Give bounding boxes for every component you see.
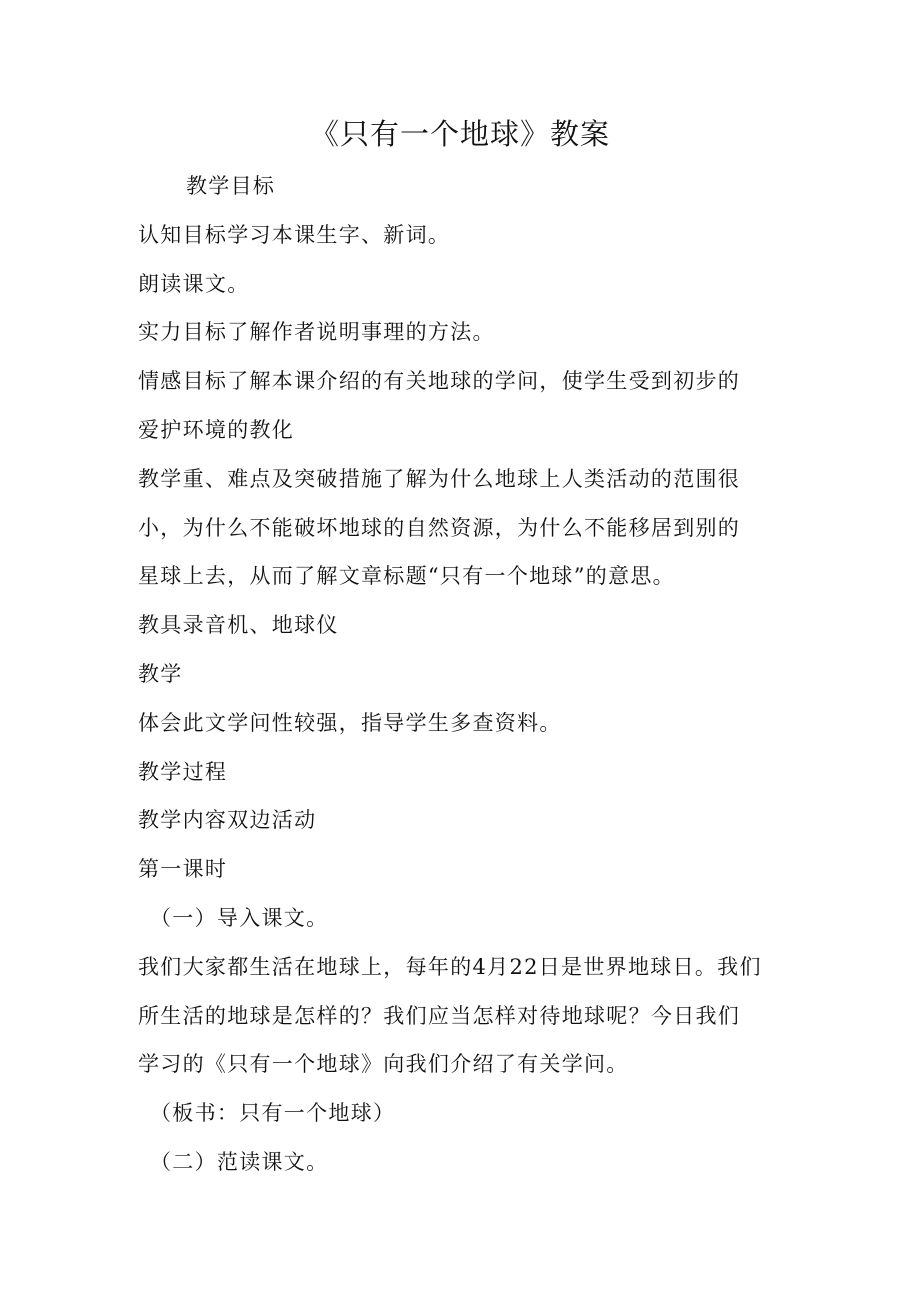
paragraph-line: 所生活的地球是怎样的？我们应当怎样对待地球呢？今日我们 (138, 1003, 741, 1028)
document-body (138, 162, 798, 1187)
section-heading-first-lesson: 第一课时 (138, 857, 228, 882)
paragraph-line: 教学内容双边活动 (138, 808, 317, 833)
paragraph-line: 认知目标学习本课生字、新词。 (138, 222, 451, 247)
paragraph-line: 学习的《只有一个地球》向我们介绍了有关学问。 (138, 1052, 629, 1077)
paragraph-line: 朗读课文。 (138, 271, 250, 296)
paragraph-line: 教具录音机、地球仪 (138, 613, 339, 638)
document-title: 《只有一个地球》教案 (309, 117, 610, 151)
paragraph-line: 小，为什么不能破坏地球的自然资源，为什么不能移居到别的 (138, 515, 741, 540)
subsection-heading: （二）范读课文。 (150, 1149, 329, 1174)
paragraph-line: 教学重、难点及突破措施了解为什么地球上人类活动的范围很 (138, 466, 741, 491)
section-heading-teaching-process: 教学过程 (138, 759, 228, 784)
paragraph-line: 情感目标了解本课介绍的有关地球的学问，使学生受到初步的 (138, 369, 741, 394)
paragraph-line: 教学 (138, 661, 183, 686)
paragraph-line: 我们大家都生活在地球上，每年的4月22日是世界地球日。我们 (138, 954, 762, 979)
section-heading-teaching-goals: 教学目标 (186, 174, 276, 198)
paragraph-line: 星球上去，从而了解文章标题“只有一个地球”的意思。 (138, 564, 675, 589)
paragraph-line: 实力目标了解作者说明事理的方法。 (138, 320, 495, 345)
paragraph-line: 体会此文学问性较强，指导学生多查资料。 (138, 710, 562, 735)
subsection-heading: （一）导入课文。 (150, 905, 329, 930)
paragraph-line: 爱护环境的教化 (138, 417, 295, 442)
blackboard-note: （板书：只有一个地球） (150, 1101, 396, 1126)
